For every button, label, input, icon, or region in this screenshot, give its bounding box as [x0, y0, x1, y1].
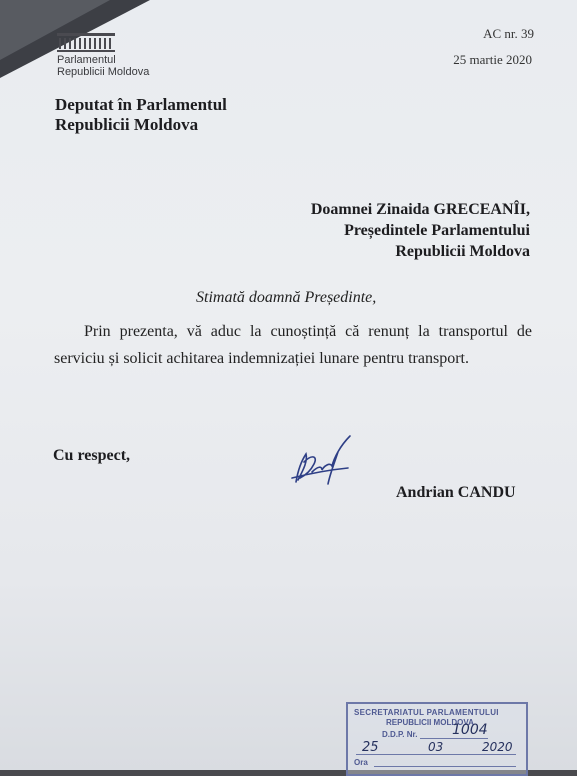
parliament-building-icon [57, 33, 117, 53]
stamp-number-line [420, 738, 488, 739]
stamp-day: 25 [362, 740, 379, 755]
logo-line-1: Parlamentul [57, 54, 116, 66]
stamp-month: 03 [428, 740, 444, 754]
stamp-number: 1004 [452, 722, 488, 738]
recipient-block [311, 199, 530, 262]
sender-block [55, 95, 227, 135]
stamp-subtitle: REPUBLICII MOLDOVA [386, 718, 474, 727]
stamp-ora-line [374, 766, 516, 767]
letter-body: Prin prezenta, vă aduc la cunoștință că renunț la transportul de serviciu și solicit achitarea indemnizației lunare pentru transport. [54, 323, 532, 367]
signer-name: Andrian CANDU [396, 484, 516, 501]
stamp-ddp-label: D.D.P. Nr. [382, 730, 418, 739]
salutation: Stimată doamnă Președinte, [196, 289, 377, 306]
letter-date: 25 martie 2020 [453, 52, 532, 67]
stamp-date-line [356, 754, 516, 755]
logo-line-2: Republicii Moldova [57, 66, 150, 78]
stamp-title: SECRETARIATUL PARLAMENTULUI [354, 708, 499, 717]
handwritten-signature [288, 432, 358, 497]
closing: Cu respect, [53, 447, 131, 464]
recipient-line-1: Doamnei Zinaida GRECEANÎI, [310, 201, 530, 218]
stamp-ora-label: Ora [354, 758, 368, 767]
parliament-logo-text [57, 54, 149, 78]
recipient-line-2: Președintele Parlamentului [344, 222, 530, 239]
recipient-line-3: Republicii Moldova [395, 243, 530, 260]
registration-stamp [346, 702, 528, 776]
sender-line-1: Deputat în Parlamentul [55, 95, 227, 114]
sender-line-2: Republicii Moldova [55, 115, 199, 134]
stamp-year: 2020 [482, 740, 513, 754]
reference-number: AC nr. 39 [483, 26, 534, 41]
